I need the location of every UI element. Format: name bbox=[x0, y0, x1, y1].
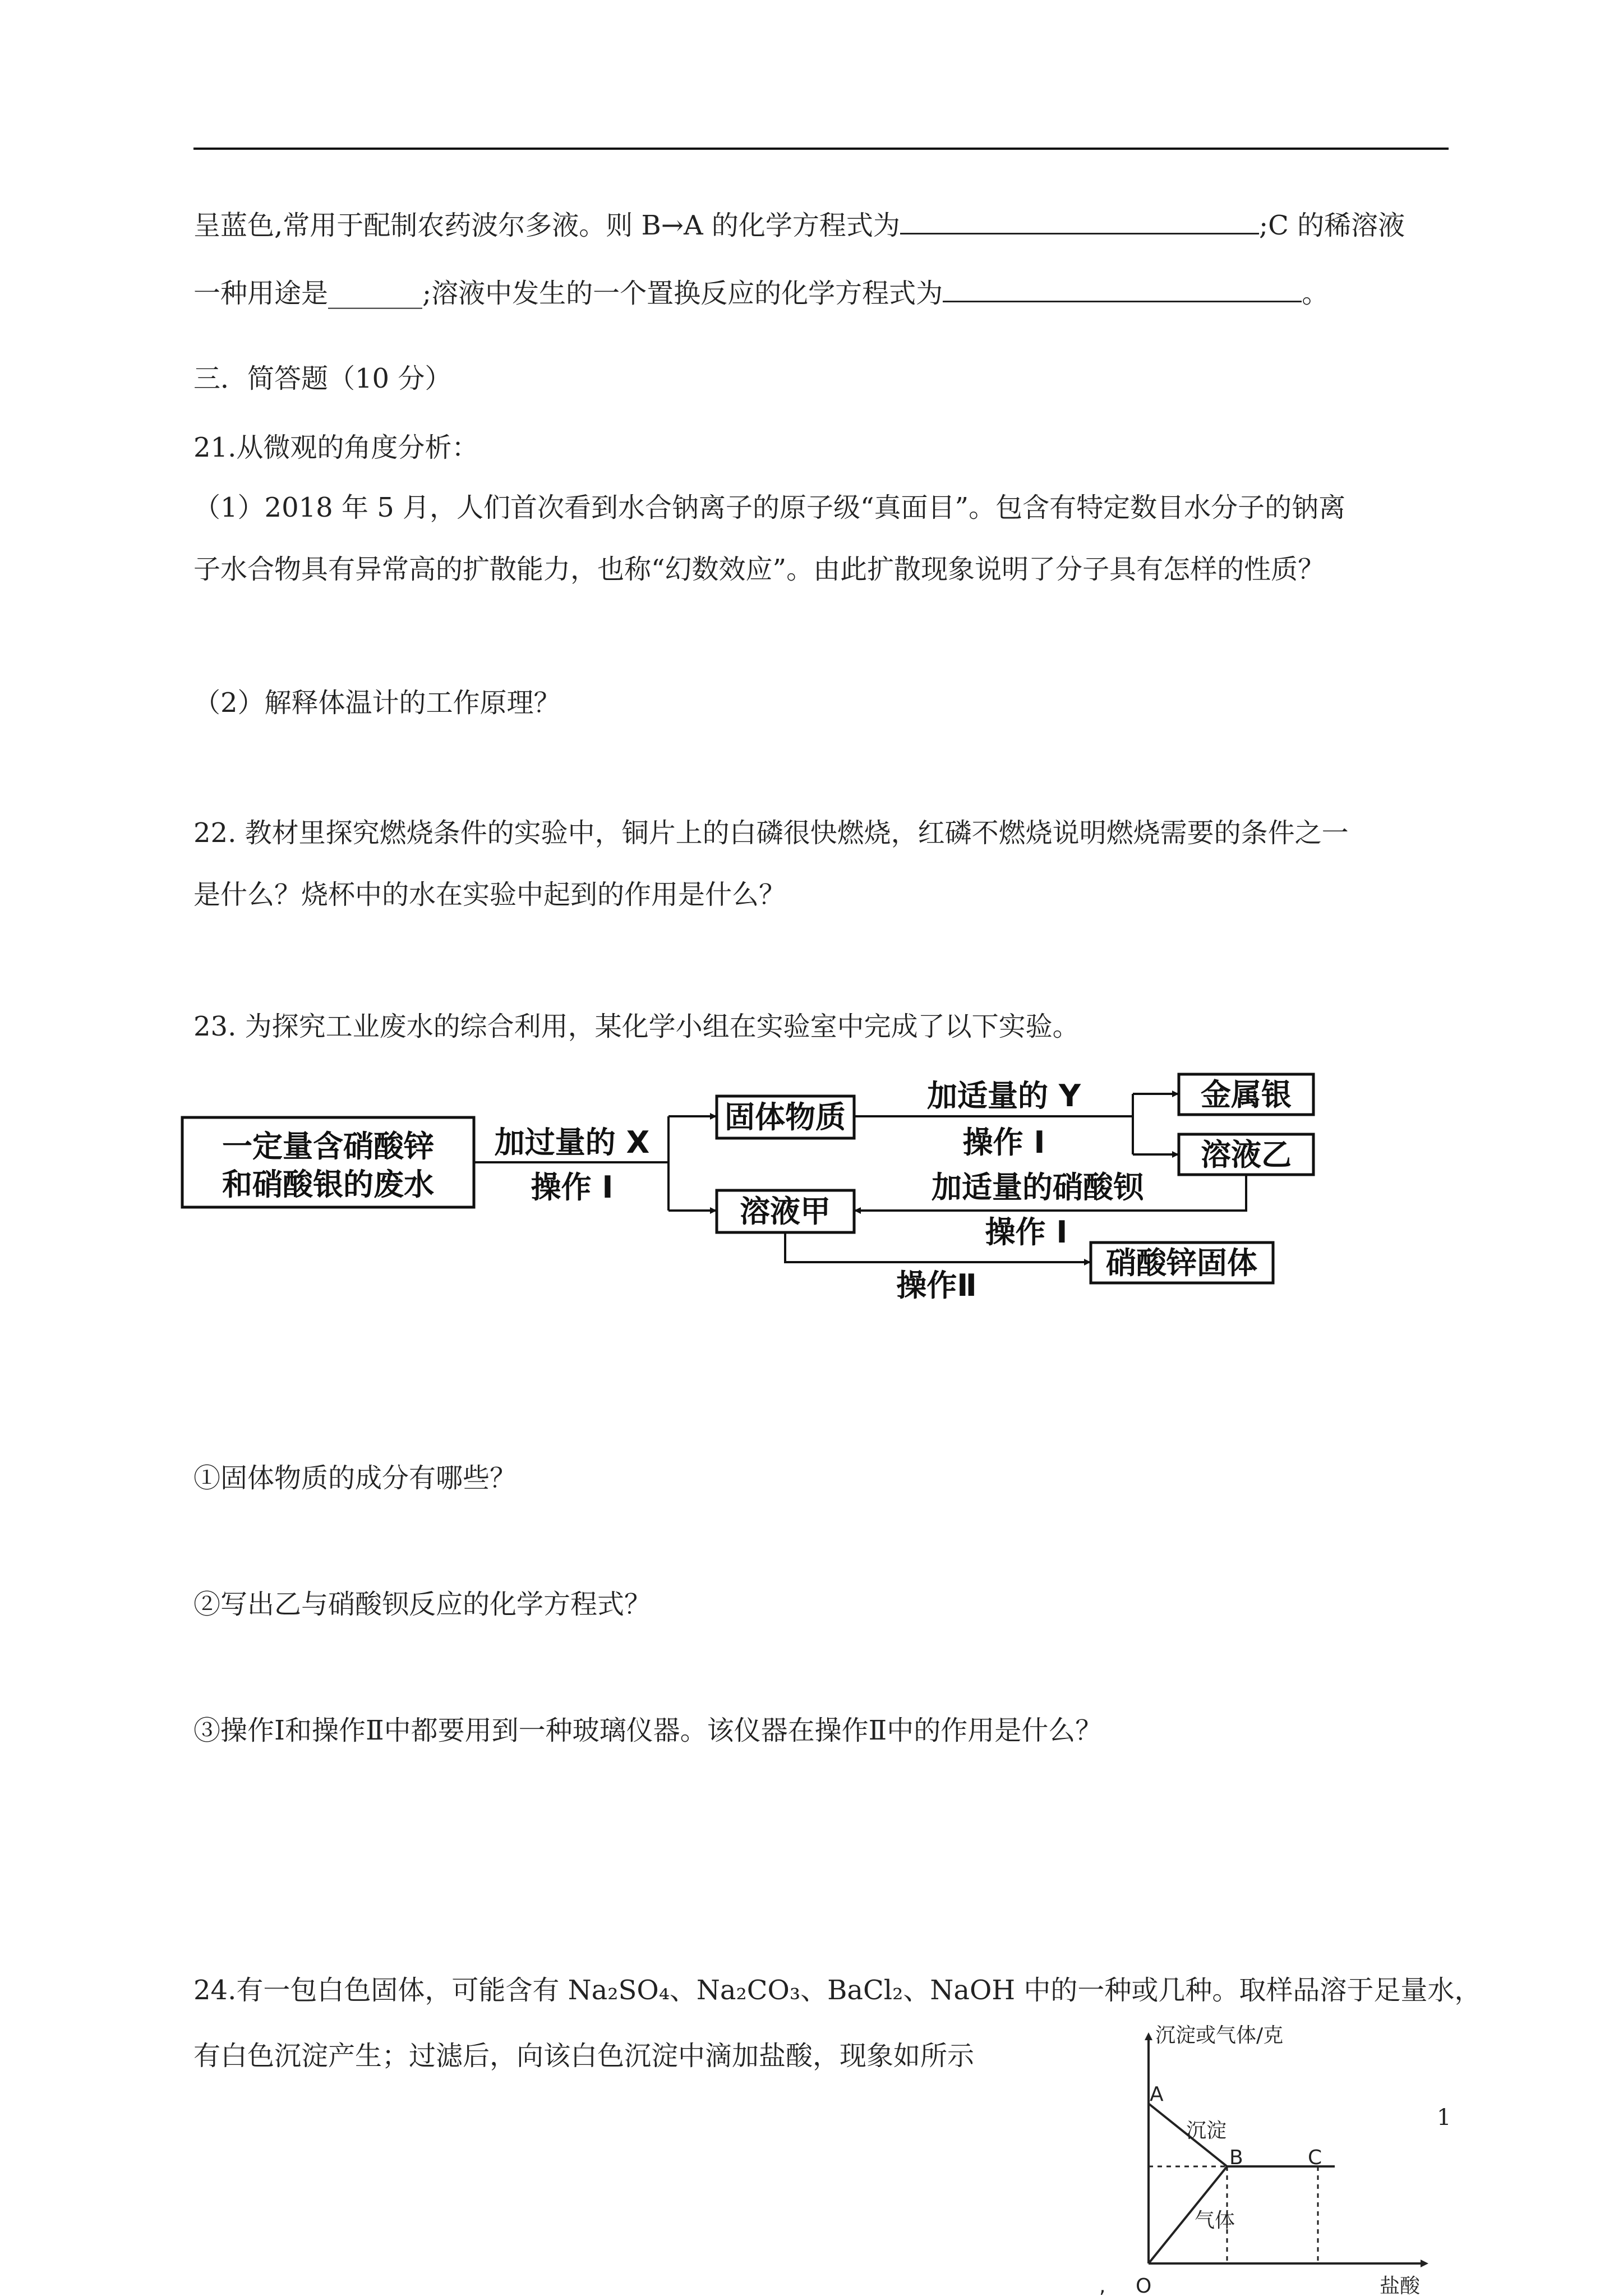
point-b-label: B bbox=[1229, 2146, 1243, 2169]
line1-text-b: ;C 的稀溶液 bbox=[1258, 210, 1405, 241]
precipitate-label: 沉淀 bbox=[1186, 2119, 1227, 2142]
op1-label-b: 操作 I bbox=[962, 1125, 1045, 1160]
question-22a: 22. 教材里探究燃烧条件的实验中，铜片上的白磷很快燃烧，红磷不燃烧说明燃烧需要的条件之一 bbox=[193, 817, 1349, 849]
stray-mark: , bbox=[1099, 2275, 1106, 2296]
start-label-1: 一定量含硝酸锌 bbox=[222, 1129, 434, 1164]
op2-label: 操作Ⅱ bbox=[896, 1268, 977, 1303]
line2-text-b: 。 bbox=[1302, 278, 1329, 309]
question-24a: 24.有一包白色固体，可能含有 Na₂SO₄、Na₂CO₃、BaCl₂、NaOH 中的一种或几种。取样品溶于足量水， bbox=[193, 1975, 1482, 2006]
question-21-1a: （1）2018 年 5 月，人们首次看到水合钠离子的原子级“真面目”。包含有特定数目水分子的钠离 bbox=[193, 492, 1346, 523]
op1-label-a: 操作 I bbox=[531, 1170, 614, 1205]
question-21: 21.从微观的角度分析： bbox=[193, 432, 479, 463]
solid-label: 固体物质 bbox=[725, 1099, 846, 1135]
add-x-label: 加过量的 X bbox=[494, 1125, 650, 1160]
add-ba-label: 加适量的硝酸钡 bbox=[932, 1170, 1144, 1205]
question-23: 23. 为探究工业废水的综合利用，某化学小组在实验室中完成了以下实验。 bbox=[193, 1011, 1080, 1042]
page-number: 1 bbox=[1437, 2105, 1451, 2131]
start-label-2: 和硝酸银的废水 bbox=[222, 1167, 434, 1202]
section-heading: 三．简答题（10 分） bbox=[193, 363, 452, 394]
op1-label-c: 操作 I bbox=[985, 1214, 1068, 1250]
question-23-3: ③操作Ⅰ和操作Ⅱ中都要用到一种玻璃仪器。该仪器在操作Ⅱ中的作用是什么？ bbox=[193, 1715, 1103, 1746]
zinc-label: 硝酸锌固体 bbox=[1106, 1245, 1257, 1281]
line1-text-a: 呈蓝色,常用于配制农药波尔多液。则 B→A 的化学方程式为 bbox=[193, 210, 900, 241]
origin-label: O bbox=[1136, 2275, 1152, 2296]
point-c-label: C bbox=[1308, 2146, 1322, 2169]
point-a-label: A bbox=[1150, 2083, 1164, 2106]
solution-a-label: 溶液甲 bbox=[740, 1194, 831, 1229]
question-24b: 有白色沉淀产生；过滤后，向该白色沉淀中滴加盐酸，现象如所示 bbox=[193, 2040, 975, 2072]
x-axis-label: 盐酸 bbox=[1380, 2275, 1421, 2296]
question-23-2: ②写出乙与硝酸钡反应的化学方程式？ bbox=[193, 1589, 652, 1620]
question-21-1b: 子水合物具有异常高的扩散能力，也称“幻数效应”。由此扩散现象说明了分子具有怎样的性质？ bbox=[193, 554, 1325, 585]
y-axis-label: 沉淀或气体/克 bbox=[1155, 2024, 1284, 2047]
silver-label: 金属银 bbox=[1201, 1077, 1292, 1112]
add-y-label: 加适量的 Y bbox=[927, 1078, 1081, 1114]
question-23-1: ①固体物质的成分有哪些？ bbox=[193, 1462, 517, 1494]
question-21-2: （2）解释体温计的工作原理？ bbox=[193, 687, 561, 719]
line2-text-a: 一种用途是_______;溶液中发生的一个置换反应的化学方程式为 bbox=[193, 278, 943, 309]
solution-b-label: 溶液乙 bbox=[1201, 1137, 1292, 1172]
precipitate-gas-graph bbox=[1082, 2019, 1475, 2296]
gas-label: 气体 bbox=[1195, 2209, 1235, 2232]
question-22b: 是什么？烧杯中的水在实验中起到的作用是什么？ bbox=[193, 879, 786, 910]
